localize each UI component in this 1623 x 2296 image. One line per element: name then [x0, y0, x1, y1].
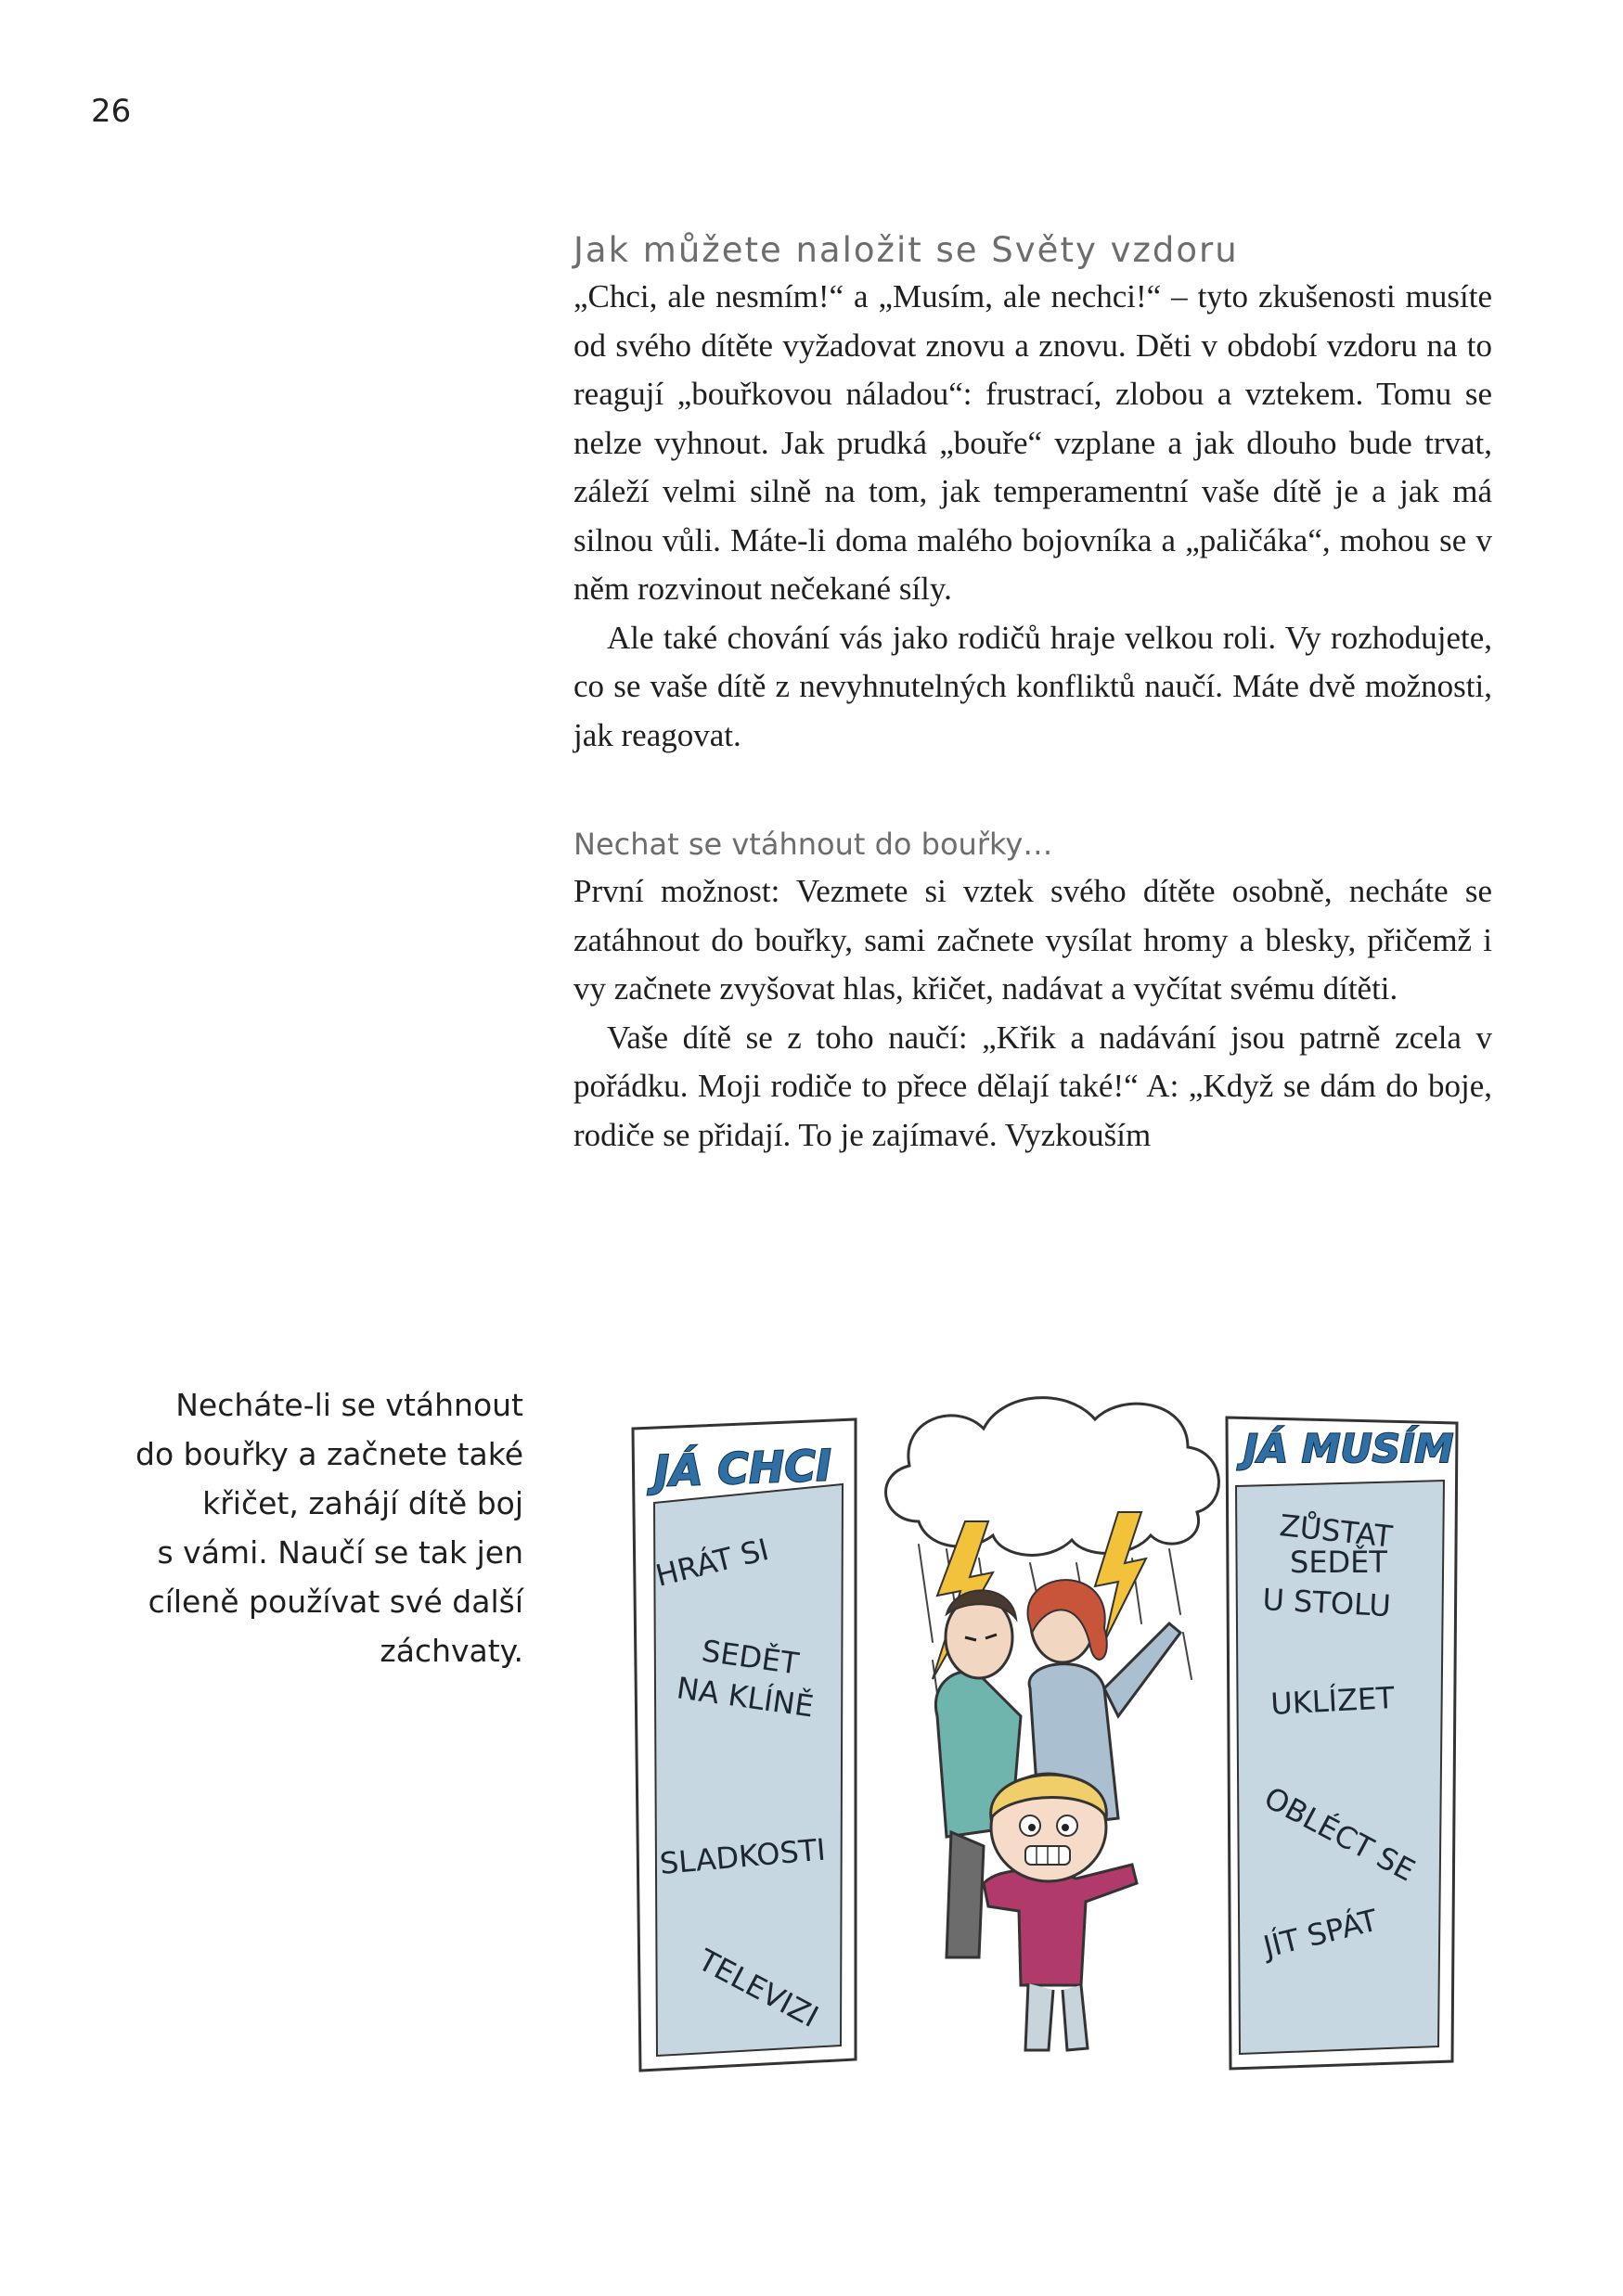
right-panel-item: ZŮSTAT	[1278, 1507, 1395, 1555]
illustration-caption	[100, 1380, 523, 1675]
right-panel-item: OBLÉCT SE	[1258, 1779, 1422, 1889]
section-paragraph-2: Ale také chování vás jako rodičů hraje velkou roli. Vy rozhodujete, co se vaše dítě z nevyhnutelných konfliktů naučí. Máte dvě možnosti, jak reagovat.	[573, 619, 1492, 753]
caption-line: s vámi. Naučí se tak jen	[157, 1534, 523, 1571]
right-panel-title: JÁ MUSÍM	[1243, 1426, 1454, 1471]
left-panel-item: SEDĚT	[699, 1633, 802, 1682]
page-number: 26	[91, 93, 132, 130]
caption-line: cíleně používat své další	[148, 1584, 523, 1620]
right-panel	[1227, 1417, 1457, 2069]
main-text-column	[573, 228, 1492, 1160]
left-panel-item: SLADKOSTI	[658, 1831, 828, 1881]
storm-cloud-icon	[886, 1398, 1219, 1556]
right-panel-item: UKLÍZET	[1269, 1680, 1396, 1722]
left-panel-item: TELEVIZI	[692, 1942, 825, 2035]
right-panel-item: JÍT SPÁT	[1259, 1902, 1382, 1965]
caption-line: záchvaty.	[380, 1633, 523, 1669]
caption-line: Necháte-li se vtáhnout	[175, 1387, 523, 1423]
caption-line: do bouřky a začnete také	[135, 1436, 523, 1472]
right-panel-item: U STOLU	[1261, 1582, 1392, 1624]
right-panel-item: SEDĚT	[1290, 1545, 1387, 1580]
caption-line: křičet, zahájí dítě boj	[202, 1485, 523, 1521]
subsection-heading: Nechat se vtáhnout do bouřky…	[573, 827, 1053, 862]
left-panel	[633, 1419, 856, 2071]
subsection-paragraph-2: Vaše dítě se z toho naučí: „Křik a nadávání jsou patrně zcela v pořádku. Moji rodiče to přece dělají také!“ A: „Když se dám do boje, rodiče se přidají. To je zajímavé. Vyzkouším	[573, 1019, 1492, 1153]
section-paragraph-1: „Chci, ale nesmím!“ a „Musím, ale nechci!“ – tyto zkušenosti musíte od svého dítěte vyžadovat znovu a znovu. Děti v období vzdoru na to reagují „bouřkovou náladou“: frustrací, zlobou a vztekem. Tomu se nelze vyhnout. Jak prudká „bouře“ vzplane a jak dlouho bude trvat, záleží velmi silně na tom, jak temperamentní vaše dítě je a jak má silnou vůli. Máte-li doma malého bojovníka a „paličáka“, mohou se v něm rozvinout nečekané síly.	[573, 278, 1492, 607]
section-heading: Jak můžete naložit se Světy vzdoru	[573, 230, 1239, 270]
storm-family-illustration	[612, 1382, 1485, 2087]
subsection-paragraph-1: První možnost: Vezmete si vztek svého dítěte osobně, necháte se zatáhnout do bouřky, sami začnete vysílat hromy a blesky, přičemž i vy začnete zvyšovat hlas, křičet, nadávat a vyčítat svému dítěti.	[573, 873, 1492, 1007]
left-panel-item: HRÁT SI	[651, 1531, 773, 1594]
left-panel-title: JÁ CHCI	[652, 1440, 833, 1496]
left-panel-item: NA KLÍNĚ	[674, 1670, 817, 1725]
